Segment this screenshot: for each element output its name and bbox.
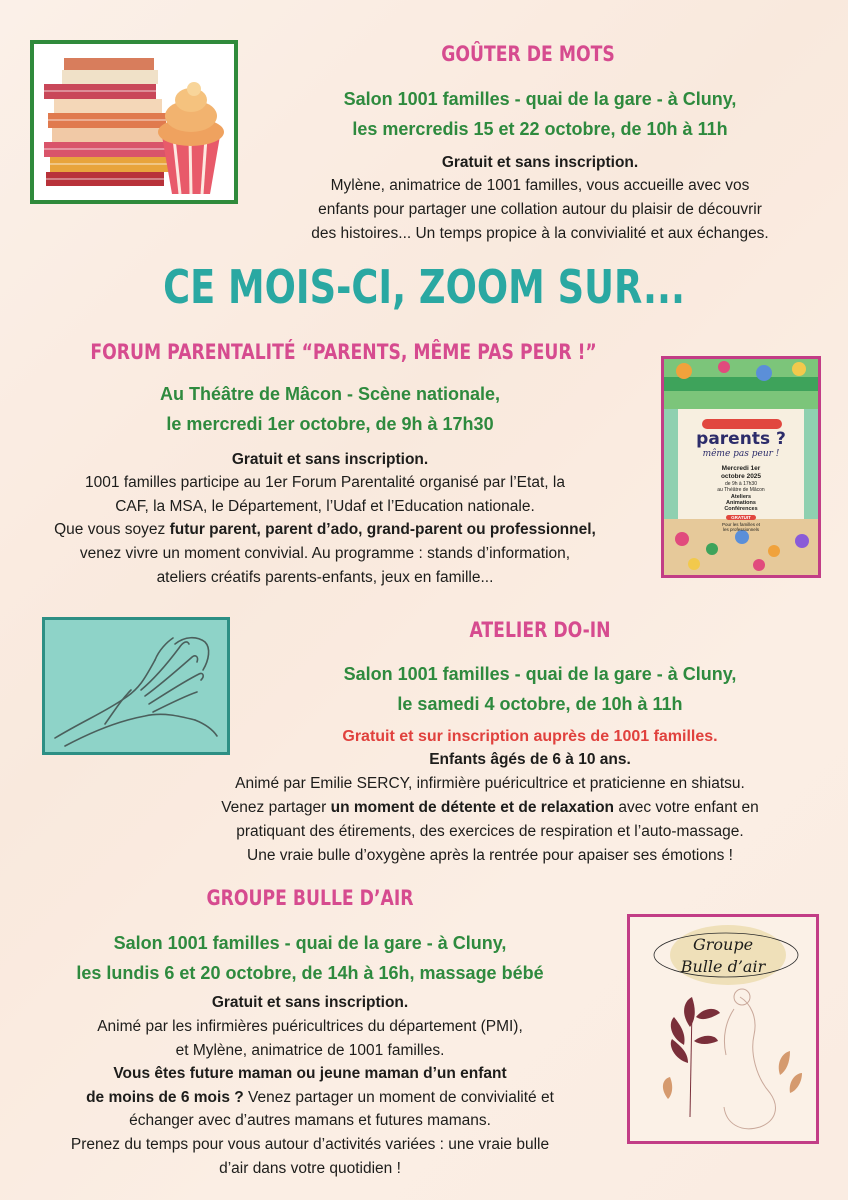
section3-age: Enfants âgés de 6 à 10 ans. <box>429 751 631 768</box>
section3-access: Gratuit et sur inscription auprès de 1001 familles. <box>342 728 718 745</box>
poster-venue: au Théâtre de Mâcon <box>717 487 765 493</box>
section3-desc-2-bold: un moment de détente et de relaxation <box>330 799 615 816</box>
section4-desc-1: Animé par les infirmières puéricultrices du département (PMI), <box>97 1018 523 1035</box>
section4-desc-3: Vous êtes future maman ou jeune maman d’un enfant <box>113 1065 507 1082</box>
section3-desc-2 <box>120 797 848 819</box>
section4-desc-5: échanger avec d’autres mamans et futures mamans. <box>129 1112 491 1129</box>
section2-desc-1: 1001 familles participe au 1er Forum Parentalité organisé par l’Etat, la <box>85 474 565 491</box>
section4-desc-4-bold: de moins de 6 mois ? <box>86 1089 244 1106</box>
books-cupcake-image <box>30 40 238 204</box>
section2-desc-2: CAF, la MSA, le Département, l’Udaf et l’Education nationale. <box>115 498 535 515</box>
poster-badge: GRATUIT <box>726 515 756 520</box>
section1-dates: les mercredis 15 et 22 octobre, de 10h à 11h <box>352 119 728 139</box>
logo-text-2: Bulle d’air <box>680 957 766 976</box>
section4-desc-4-post: Venez partager un moment de convivialité et <box>243 1089 554 1106</box>
bulle-dair-logo <box>627 914 819 1144</box>
poster-items-2: Animations <box>726 500 756 506</box>
section4-access: Gratuit et sans inscription. <box>211 994 409 1011</box>
section3-desc-1: Animé par Emilie SERCY, infirmière puéricultrice et praticienne en shiatsu. <box>235 775 745 792</box>
section2-desc-3 <box>0 519 650 541</box>
section3-location: Salon 1001 familles - quai de la gare - à Cluny, <box>343 664 737 684</box>
section3-desc-2-pre: Venez partager <box>221 799 331 816</box>
section4-location: Salon 1001 familles - quai de la gare - à Cluny, <box>113 933 507 953</box>
hands-icon <box>45 620 227 752</box>
section1-access: Gratuit et sans inscription. <box>441 154 639 171</box>
poster-time: de 9h à 17h30 <box>725 481 757 487</box>
section2-dates: le mercredi 1er octobre, de 9h à 17h30 <box>166 414 494 434</box>
section1-desc-1: Mylène, animatrice de 1001 familles, vous accueille avec vos <box>330 177 750 194</box>
poster-items-1: Ateliers <box>730 494 752 500</box>
poster-title: parents ? <box>696 429 786 449</box>
poster-audience-1: Pour les familles et <box>721 522 760 527</box>
section2-desc-3-pre: Que vous soyez <box>54 521 170 538</box>
section4-desc-2: et Mylène, animatrice de 1001 familles. <box>175 1042 445 1059</box>
section2-location: Au Théâtre de Mâcon - Scène nationale, <box>159 384 501 404</box>
zoom-heading: CE MOIS-CI, ZOOM SUR... <box>163 260 685 314</box>
section3-dates: le samedi 4 octobre, de 10h à 11h <box>397 694 683 714</box>
section2-access: Gratuit et sans inscription. <box>231 451 429 468</box>
poster-audience-2: les professionnels <box>722 527 760 532</box>
poster-items-3: Conférences <box>724 506 758 512</box>
section3-title: ATELIER DO-IN <box>469 618 611 642</box>
section1-desc-2: enfants pour partager une collation autour du plaisir de découvrir <box>318 201 762 218</box>
poster-date-2: octobre 2025 <box>720 473 762 480</box>
section3-desc-4: Une vraie bulle d’oxygène après la rentrée pour apaiser ses émotions ! <box>247 847 733 864</box>
section4-desc-7: d’air dans votre quotidien ! <box>219 1160 401 1177</box>
section3-desc-2-post: avec votre enfant en <box>614 799 759 816</box>
poster-date-1: Mercredi 1er <box>721 465 761 472</box>
section4-desc-6: Prenez du temps pour vous autour d’activités variées : une vraie bulle <box>70 1136 550 1153</box>
section4-dates: les lundis 6 et 20 octobre, de 14h à 16h, massage bébé <box>76 963 544 983</box>
hands-image <box>42 617 230 755</box>
books-cupcake-icon <box>34 44 234 200</box>
poster-subtitle: même pas peur ! <box>702 449 780 459</box>
logo-text-1: Groupe <box>692 935 754 954</box>
section2-title: FORUM PARENTALITÉ “PARENTS, MÊME PAS PEUR !” <box>90 340 597 364</box>
section2-desc-3-bold: futur parent, parent d’ado, grand-parent ou professionnel, <box>169 521 596 538</box>
section1-desc-3: des histoires... Un temps propice à la convivialité et aux échanges. <box>311 225 769 242</box>
section1-location: Salon 1001 familles - quai de la gare - à Cluny, <box>343 89 737 109</box>
section4-title: GROUPE BULLE D’AIR <box>206 886 414 910</box>
section2-desc-4: venez vivre un moment convivial. Au programme : stands d’information, <box>79 545 571 562</box>
section1-title: GOÛTER DE MOTS <box>441 42 615 66</box>
section3-desc-3: pratiquant des étirements, des exercices de respiration et l’auto-massage. <box>236 823 744 840</box>
section2-desc-5: ateliers créatifs parents-enfants, jeux en famille... <box>156 569 494 586</box>
section4-desc-4 <box>0 1087 640 1109</box>
forum-poster <box>661 356 821 578</box>
